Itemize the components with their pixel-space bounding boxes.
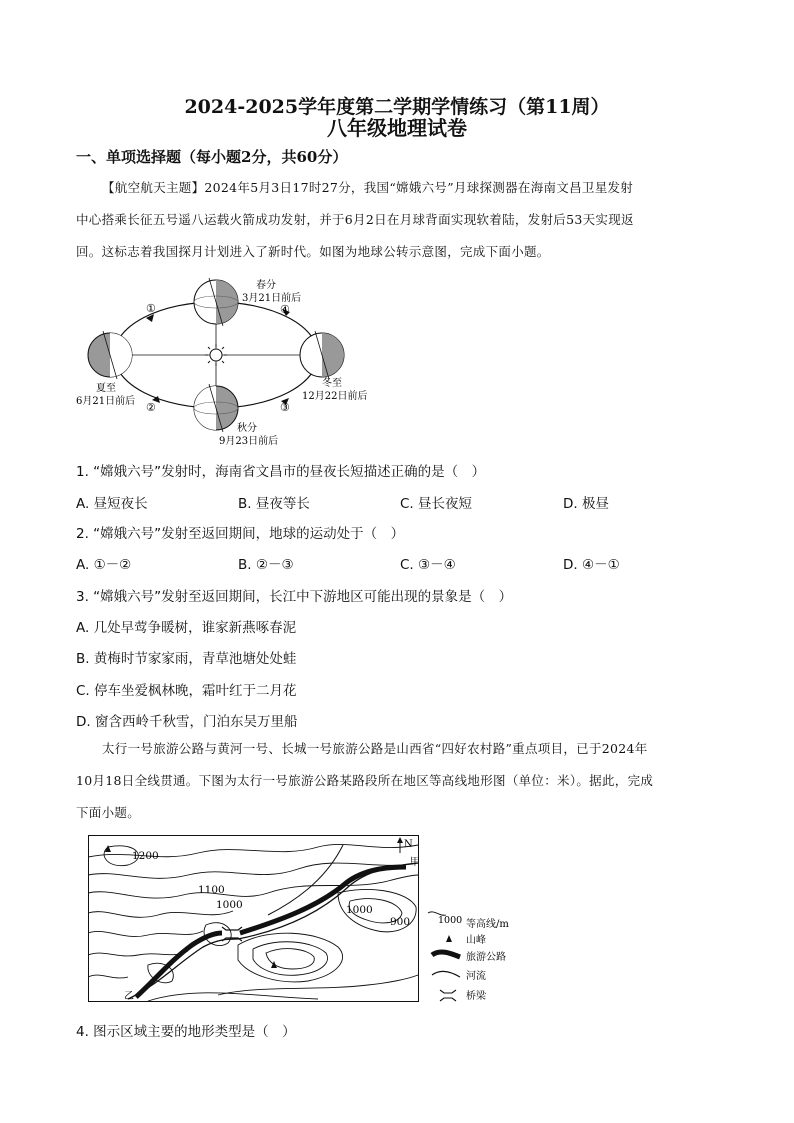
q3-option-a: A. 几处早莺争暖树，谁家新燕啄春泥 (76, 620, 297, 636)
winter-label: 冬至 (322, 378, 342, 389)
q1-option-b: B. 昼夜等长 (238, 496, 310, 512)
q3-option-d: D. 窗含西岭千秋雪，门泊东吴万里船 (76, 714, 298, 730)
q2-option-a: A. ①－② (76, 557, 132, 573)
q1-option-a: A. 昼短夜长 (76, 496, 148, 512)
passage1-line3: 回。这标志着我国探月计划进入了新时代。如图为地球公转示意图，完成下面小题。 (76, 244, 550, 259)
contour-1200: 1200 (132, 850, 159, 862)
legend-river-label: 河流 (466, 971, 486, 982)
contour-1100: 1100 (198, 884, 225, 896)
page-subtitle: 八年级地理试卷 (327, 116, 467, 140)
legend-peak-label: 山峰 (466, 935, 486, 946)
legend-bridge-label: 桥梁 (466, 991, 486, 1002)
earth-orbit-diagram (76, 268, 376, 450)
svg-text:N: N (404, 839, 413, 850)
autumn-date: 9月23日前后 (219, 436, 279, 447)
question-4: 4. 图示区域主要的地形类型是（ ） (76, 1024, 296, 1040)
legend-peak-icon (446, 935, 452, 942)
summer-date: 6月21日前后 (76, 396, 136, 407)
earth-autumn-icon (194, 384, 238, 432)
legend-river-icon (432, 971, 460, 977)
earth-winter-icon (300, 331, 344, 379)
mark-3: ③ (280, 401, 290, 414)
contour-900: 900 (390, 916, 411, 928)
q2-option-b: B. ②－③ (238, 557, 294, 573)
legend-road-label: 旅游公路 (466, 952, 506, 963)
legend-contour-num: 1000 (438, 915, 463, 926)
contour-1000-a: 1000 (216, 899, 243, 911)
spring-date: 3月21日前后 (242, 293, 302, 304)
passage1-line2: 中心搭乘长征五号遥八运载火箭成功发射，并于6月2日在月球背面实现软着陆，发射后53天实现返 (76, 212, 634, 227)
label-yi: 乙 (124, 991, 134, 1002)
q3-option-b: B. 黄梅时节家家雨，青草池塘处处蛙 (76, 651, 297, 667)
autumn-label: 秋分 (237, 423, 257, 434)
q1-option-d: D. 极昼 (563, 496, 609, 512)
question-3: 3. “嫦娥六号”发射至返回期间，长江中下游地区可能出现的景象是（ ） (76, 589, 513, 605)
legend-bridge-icon (440, 990, 456, 1001)
summer-label: 夏至 (96, 383, 116, 394)
question-1: 1. “嫦娥六号”发射时，海南省文昌市的昼夜长短描述正确的是（ ） (76, 464, 486, 480)
section-heading: 一、单项选择题（每小题2分，共60分） (76, 148, 348, 166)
map-legend (428, 912, 509, 1002)
mark-4: ④ (280, 303, 290, 316)
winter-date: 12月22日前后 (302, 391, 368, 402)
contour-map (88, 835, 538, 1007)
page-title: 2024-2025学年度第二学期学情练习（第11周） (184, 96, 610, 118)
q1-option-c: C. 昼长夜短 (400, 496, 473, 512)
q2-option-d: D. ④－① (563, 557, 620, 573)
legend-road-icon (432, 952, 460, 957)
earth-summer-icon (88, 331, 132, 379)
q3-option-c: C. 停车坐爱枫林晚，霜叶红于二月花 (76, 683, 297, 699)
q2-option-c: C. ③－④ (400, 557, 456, 573)
legend-contour-label: 等高线/m (466, 919, 509, 930)
question-2: 2. “嫦娥六号”发射至返回期间，地球的运动处于（ ） (76, 526, 405, 542)
mark-1: ① (146, 302, 156, 315)
mark-2: ② (146, 401, 156, 414)
earth-spring-icon (194, 278, 238, 326)
passage2-line3: 下面小题。 (76, 805, 141, 820)
contour-1000-b: 1000 (346, 904, 373, 916)
passage2-line2: 10月18日全线贯通。下图为太行一号旅游公路某路段所在地区等高线地形图（单位：米）。据此，完成 (76, 773, 654, 788)
passage2-line1: 太行一号旅游公路与黄河一号、长城一号旅游公路是山西省“四好农村路”重点项目，已于2024年 (102, 741, 648, 756)
passage1-line1: 【航空航天主题】2024年5月3日17时27分，我国“嫦娥六号”月球探测器在海南文昌卫星发射 (102, 180, 634, 195)
spring-label: 春分 (256, 280, 276, 291)
label-jia: 甲 (410, 857, 420, 868)
